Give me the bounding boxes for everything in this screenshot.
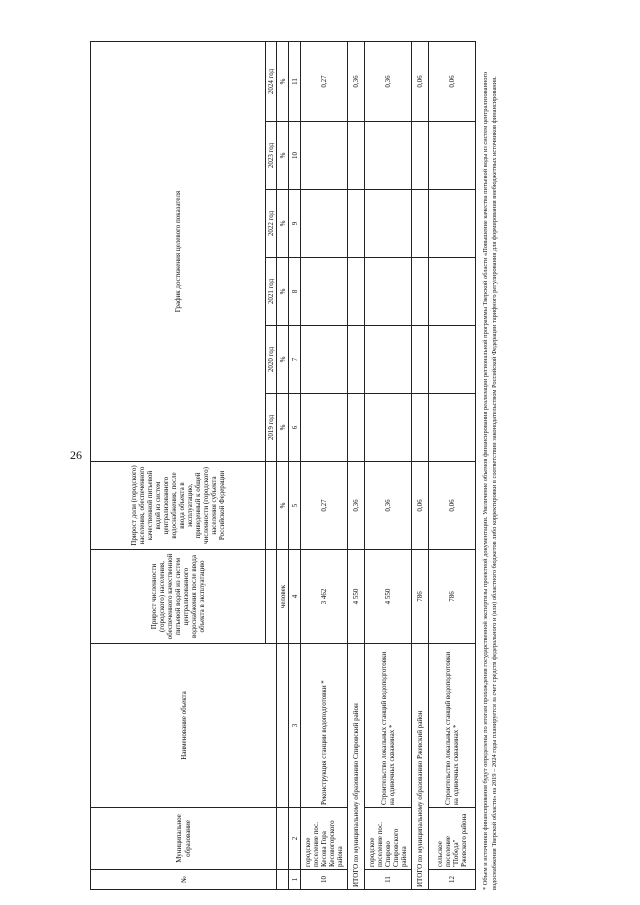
- year-2024-cell: 0,06: [412, 41, 429, 121]
- share-cell: 0,06: [429, 462, 476, 550]
- unit-cell: %: [277, 41, 289, 121]
- table-total-row: [412, 41, 429, 889]
- count-cell: 786: [429, 550, 476, 644]
- column-number: 5: [289, 462, 301, 550]
- page-number: 26: [70, 448, 82, 462]
- header-year: 2024 год: [266, 41, 277, 121]
- row-number: 10: [301, 870, 348, 890]
- unit-cell: %: [277, 190, 289, 258]
- table-row: [365, 41, 412, 889]
- header-year: 2022 год: [266, 190, 277, 258]
- column-number: 4: [289, 550, 301, 644]
- table-total-row: [348, 41, 365, 889]
- unit-cell: %: [277, 122, 289, 190]
- count-cell: 4 550: [365, 550, 412, 644]
- year-2024-cell: 0,36: [348, 41, 365, 121]
- column-number: 11: [289, 41, 301, 121]
- total-label: ИТОГО по муниципальному образованию Ржевский район: [412, 644, 429, 890]
- rotated-table-block: [90, 42, 500, 890]
- unit-cell: %: [277, 326, 289, 394]
- count-cell: 3 462: [301, 550, 348, 644]
- header-schedule: График достижения целевого показателя: [91, 41, 266, 461]
- header-no: №: [91, 870, 277, 890]
- column-number: 6: [289, 394, 301, 462]
- header-municipality: Муниципальное образование: [91, 808, 277, 870]
- header-growth-share: Прирост доли (городского) населения, обеспеченного качественной питьевой водой из систем централизованного водоснабжения, после ввода объекта в эксплуатацию, приведенный к общей численности (городского) населения субъекта Российской Федерации: [91, 462, 266, 550]
- total-label: ИТОГО по муниципальному образованию Спировский район: [348, 644, 365, 890]
- count-cell: 786: [412, 550, 429, 644]
- unit-cell: человек: [277, 550, 289, 644]
- share-cell: 0,36: [348, 462, 365, 550]
- table-row: [301, 41, 348, 889]
- column-number: 1: [289, 870, 301, 890]
- column-number: 8: [289, 258, 301, 326]
- header-year: 2019 год: [266, 394, 277, 462]
- unit-cell: %: [277, 462, 289, 550]
- header-year: 2020 год: [266, 326, 277, 394]
- share-cell: 0,27: [301, 462, 348, 550]
- target-indicator-table: [90, 41, 476, 890]
- year-2024-cell: 0,36: [365, 41, 412, 121]
- column-number: 9: [289, 190, 301, 258]
- year-2024-cell: 0,06: [429, 41, 476, 121]
- share-cell: 0,36: [365, 462, 412, 550]
- table-row: [429, 41, 476, 889]
- header-object: Наименование объекта: [91, 644, 277, 808]
- unit-cell: %: [277, 258, 289, 326]
- share-cell: 0,06: [412, 462, 429, 550]
- object-cell: Строительство локальных станций водоподготовки на одиночных скважинах *: [365, 644, 412, 808]
- municipality-cell: городское поселение пос. Спирово Спировского района: [365, 808, 412, 870]
- header-year: 2023 год: [266, 122, 277, 190]
- header-growth-count: Прирост численности (городского) населения, обеспеченного качественной питьевой водой из систем централизованного водоснабжения после ввода объекта в эксплуатацию: [91, 550, 266, 644]
- header-year: 2021 год: [266, 258, 277, 326]
- row-number: 12: [429, 870, 476, 890]
- year-2024-cell: 0,27: [301, 41, 348, 121]
- footnote: * Объем и источники финансирования будут определены по итогам прохождения государственной экспертизы проектной документации. Увеличение объемов финансирования реализации региональной программы Тверской области «Повышение качества питьевой воды из систем централизованного водоснабжения Тверской области» на 2019 – 2024 годы планируется за счет средств федерального и (или) областного бюджетов либо корректировки в соответствии законодательством Российской Федерации тарифного регулирования для формирования внебюджетных источников финансирования.: [482, 71, 498, 890]
- row-number: 11: [365, 870, 412, 890]
- unit-cell: %: [277, 394, 289, 462]
- column-number: 3: [289, 644, 301, 808]
- column-number: 2: [289, 808, 301, 870]
- municipality-cell: городское поселение пос. Кесова Гора Кесовогорского района: [301, 808, 348, 870]
- object-cell: Реконструкция станции водоподготовки *: [301, 644, 348, 808]
- column-number: 7: [289, 326, 301, 394]
- municipality-cell: сельское поселение "Победа" Ржевского района: [429, 808, 476, 870]
- column-number: 10: [289, 122, 301, 190]
- count-cell: 4 550: [348, 550, 365, 644]
- object-cell: Строительство локальных станций водоподготовки на одиночных скважинах *: [429, 644, 476, 808]
